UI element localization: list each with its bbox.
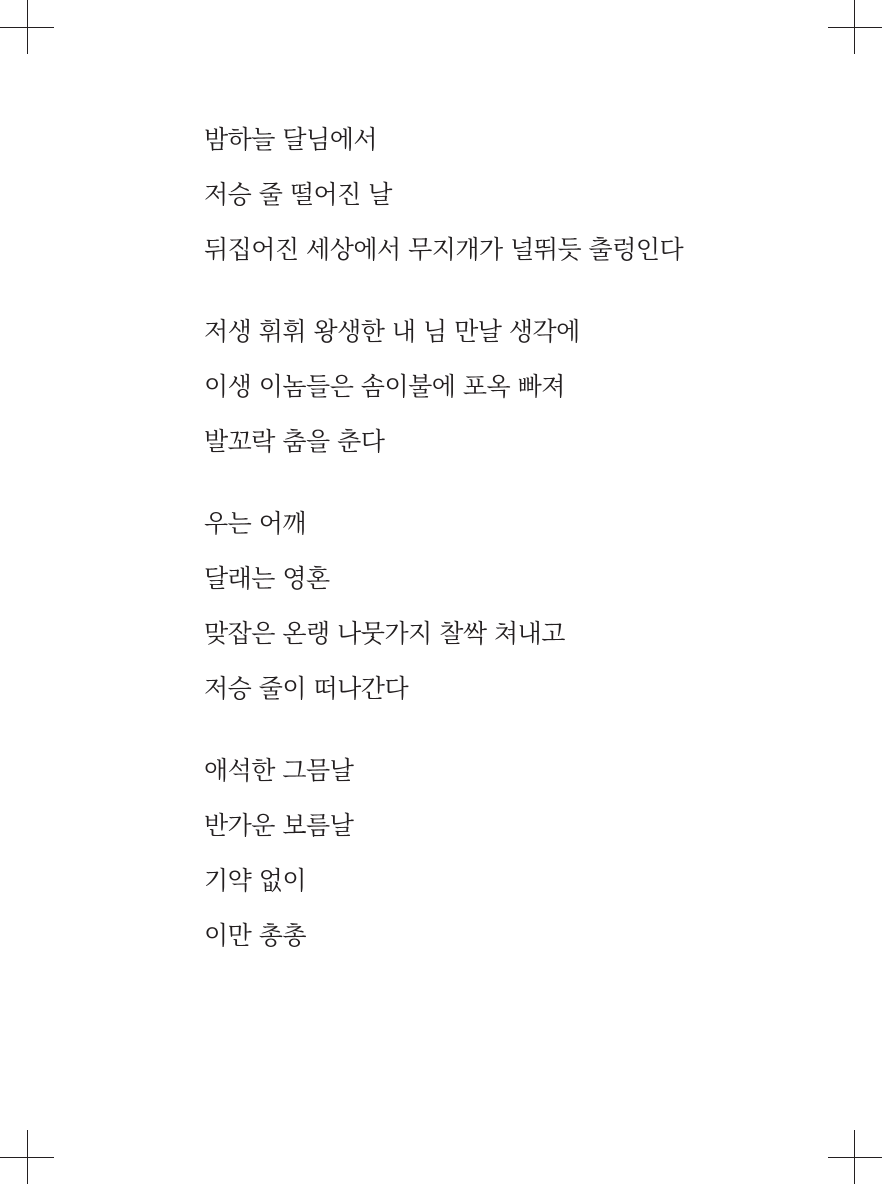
stanza-4 xyxy=(204,757,824,949)
poem-line: 밤하늘 달님에서 xyxy=(204,125,377,154)
stanza-2 xyxy=(204,318,824,455)
poem-line: 저승 줄 떨어진 날 xyxy=(204,180,392,209)
poem-line: 애석한 그믐날 xyxy=(204,756,354,785)
poem-line: 우는 어깨 xyxy=(204,509,307,538)
poem-body xyxy=(204,126,824,1004)
crop-mark-top-right-horizontal xyxy=(828,27,882,28)
poem-line: 반가운 보름날 xyxy=(204,811,354,840)
crop-mark-top-left-horizontal xyxy=(0,27,54,28)
poem-line: 달래는 영혼 xyxy=(204,564,330,593)
poem-line: 저생 휘휘 왕생한 내 님 만날 생각에 xyxy=(204,317,580,346)
poem-line: 저승 줄이 떠나간다 xyxy=(204,674,409,703)
poem-line: 이만 총총 xyxy=(204,921,307,950)
stanza-1 xyxy=(204,126,824,263)
crop-mark-bottom-left-horizontal xyxy=(0,1157,54,1158)
poem-line: 기약 없이 xyxy=(204,866,307,895)
stanza-3 xyxy=(204,510,824,702)
poem-line: 맞잡은 온랭 나뭇가지 찰싹 쳐내고 xyxy=(204,619,565,648)
poem-line: 이생 이놈들은 솜이불에 포옥 빠져 xyxy=(204,372,565,401)
poem-line: 발꼬락 춤을 춘다 xyxy=(204,427,385,456)
crop-mark-bottom-right-horizontal xyxy=(828,1157,882,1158)
poem-line: 뒤집어진 세상에서 무지개가 널뛰듯 출렁인다 xyxy=(204,235,684,264)
